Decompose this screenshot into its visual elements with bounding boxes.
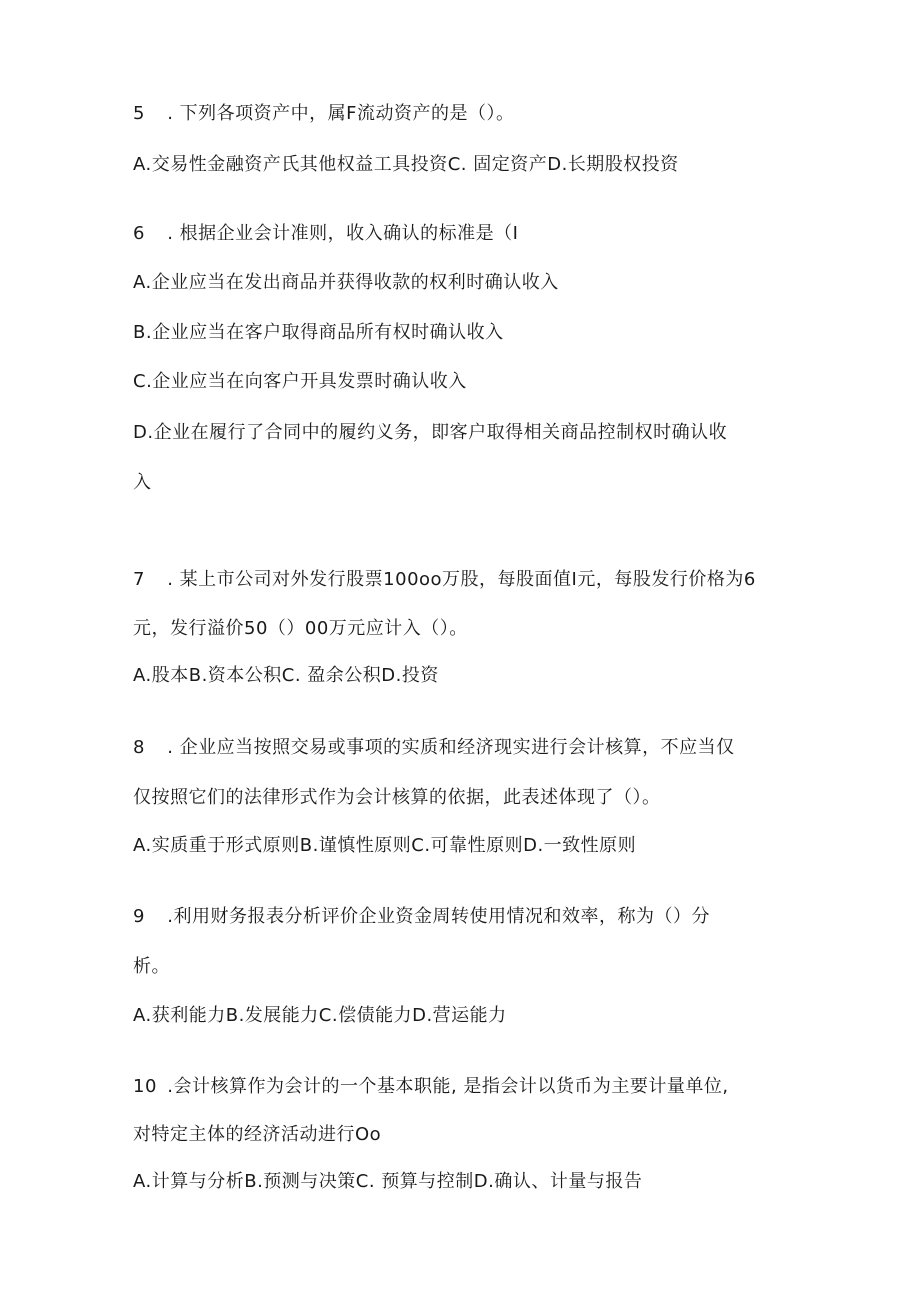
question-6-stem [133, 221, 793, 247]
question-10-stem [133, 1074, 793, 1100]
question-text: . 根据企业会计准则，收入确认的标准是（I [161, 223, 519, 244]
question-10-stem-cont: 对特定主体的经济活动进行Oo [133, 1124, 382, 1145]
question-9-stem [133, 904, 793, 930]
question-text: .会计核算作为会计的一个基本职能, 是指会计以货币为主要计量单位, [161, 1076, 729, 1097]
question-5-options: A.交易性金融资产氏其他权益工具投资C. 固定资产D.长期股权投资 [133, 154, 679, 175]
question-text: . 下列各项资产中，属F流动资产的是（）。 [161, 103, 515, 124]
question-10-options: A.计算与分析B.预测与决策C. 预算与控制D.确认、计量与报告 [133, 1171, 643, 1192]
question-9-stem-cont: 析。 [133, 956, 170, 977]
question-7-stem [133, 567, 793, 593]
question-7-options: A.股本B.资本公积C. 盈余公积D.投资 [133, 665, 439, 686]
question-9-options: A.获利能力B.发展能力C.偿债能力D.营运能力 [133, 1005, 507, 1026]
question-6-option-d-cont: 入 [133, 472, 152, 493]
question-number: 6 [133, 223, 145, 244]
question-6-option-a: A.企业应当在发出商品并获得收款的权利时确认收入 [133, 272, 559, 293]
question-text: . 某上市公司对外发行股票100oo万股，每股面值I元，每股发行价格为6 [161, 569, 756, 590]
question-6-option-c: C.企业应当在向客户开具发票时确认收入 [133, 371, 467, 392]
question-number: 8 [133, 737, 145, 758]
question-number: 9 [133, 906, 145, 927]
question-8-stem-cont: 仅按照它们的法律形式作为会计核算的依据，此表述体现了（）。 [133, 787, 661, 808]
question-5-stem [133, 101, 793, 127]
question-8-stem [133, 735, 793, 761]
question-text: . 企业应当按照交易或事项的实质和经济现实进行会计核算，不应当仅 [161, 737, 735, 758]
question-number: 7 [133, 569, 145, 590]
question-number: 5 [133, 103, 145, 124]
question-7-stem-cont: 元，发行溢价50（）00万元应计入（）。 [133, 618, 468, 639]
question-6-option-b: B.企业应当在客户取得商品所有权时确认收入 [133, 322, 504, 343]
question-number: 10 [133, 1076, 157, 1097]
question-8-options: A.实质重于形式原则B.谨慎性原则C.可靠性原则D.一致性原则 [133, 835, 637, 856]
question-6-option-d: D.企业在履行了合同中的履约义务，即客户取得相关商品控制权时确认收 [133, 422, 728, 443]
question-text: .利用财务报表分析评价企业资金周转使用情况和效率，称为（）分 [161, 906, 710, 927]
